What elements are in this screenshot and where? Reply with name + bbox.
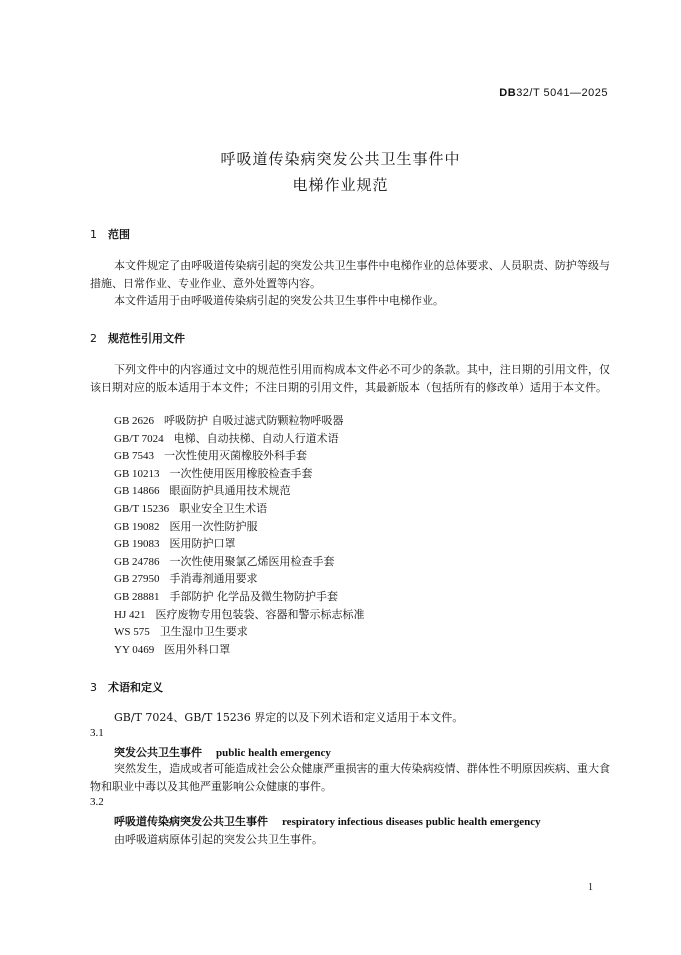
term-3-1-definition: 突然发生，造成或者可能造成社会公众健康严重损害的重大传染病疫情、群体性不明原因疾病、重大食物和职业中毒以及其他严重影响公众健康的事件。 (90, 762, 610, 793)
reference-item: GB 19083 医用防护口罩 (114, 537, 236, 551)
reference-item: HJ 421 医疗废物专用包装袋、容器和警示标志标准 (114, 607, 365, 621)
reference-item: GB 14866 眼面防护具通用技术规范 (114, 484, 291, 498)
reference-item: GB 2626 呼吸防护 自吸过滤式防颗粒物呼吸器 (114, 414, 344, 427)
normative-references-list (114, 412, 364, 658)
document-code: DB32/T 5041—2025 (499, 87, 608, 99)
section-2-heading: 2 规范性引用文件 (90, 332, 185, 345)
section-1-para-2: 本文件适用于由呼吸道传染病引起的突发公共卫生事件中电梯作业。 (114, 294, 444, 307)
section-3-heading: 3 术语和定义 (90, 681, 163, 694)
term-3-2-definition: 由呼吸道病原体引起的突发公共卫生事件。 (114, 833, 323, 846)
section-3-para: GB/T 7024、GB/T 15236 界定的以及下列术语和定义适用于本文件。 (114, 711, 464, 724)
reference-item: GB/T 7024 电梯、自动扶梯、自动人行道术语 (114, 431, 339, 445)
term-3-2-heading: 呼吸道传染病突发公共卫生事件 respiratory infectious diseases public health emergency (114, 815, 541, 828)
page-number: 1 (588, 882, 593, 893)
reference-item: GB 27950 手消毒剂通用要求 (114, 572, 258, 586)
reference-item: WS 575 卫生湿巾卫生要求 (114, 625, 248, 639)
section-1-para-1: 本文件规定了由呼吸道传染病引起的突发公共卫生事件中电梯作业的总体要求、人员职责、防护等级与措施、日常作业、专业作业、意外处置等内容。 (90, 259, 610, 290)
document-title-line1: 呼吸道传染病突发公共卫生事件中 (220, 150, 461, 168)
reference-item: GB 10213 一次性使用医用橡胶检查手套 (114, 466, 313, 480)
reference-item: GB/T 15236 职业安全卫生术语 (114, 501, 268, 515)
term-3-1-number: 3.1 (90, 727, 104, 739)
reference-item: YY 0469 医用外科口罩 (114, 642, 231, 656)
reference-item: GB 19082 医用一次性防护服 (114, 519, 258, 533)
term-3-2-number: 3.2 (90, 796, 104, 808)
reference-item: GB 28881 手部防护 化学品及微生物防护手套 (114, 589, 339, 603)
section-1-heading: 1 范围 (90, 228, 130, 241)
document-title-line2: 电梯作业规范 (292, 176, 389, 194)
reference-item: GB 24786 一次性使用聚氯乙烯医用检查手套 (114, 554, 335, 568)
reference-item: GB 7543 一次性使用灭菌橡胶外科手套 (114, 449, 308, 463)
term-3-1-heading: 突发公共卫生事件 public health emergency (114, 746, 331, 759)
section-2-para: 下列文件中的内容通过文中的规范性引用而构成本文件必不可少的条款。其中，注日期的引用文件，仅该日期对应的版本适用于本文件；不注日期的引用文件，其最新版本（包括所有的修改单）适用于本文件。 (90, 363, 610, 394)
